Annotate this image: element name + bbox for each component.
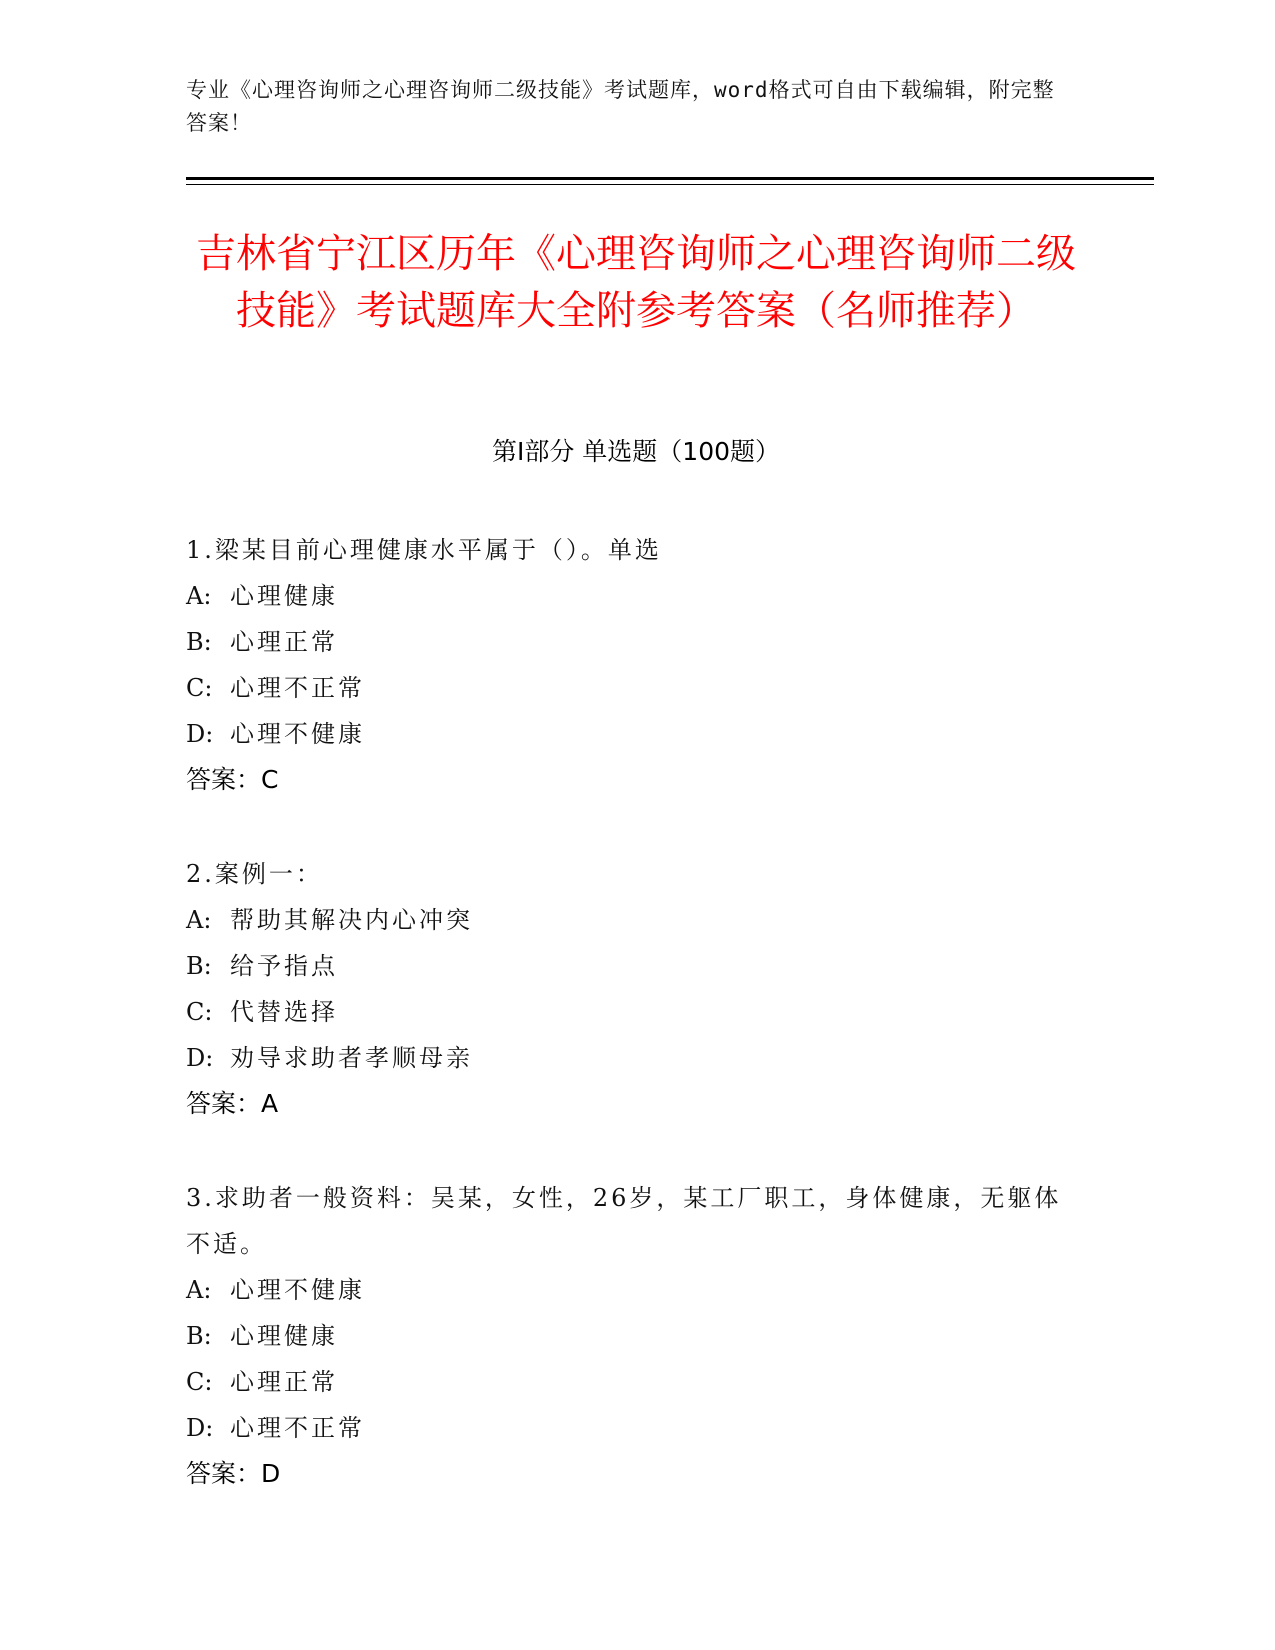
section-title: 第Ⅰ部分 单选题（100题） [491, 437, 781, 466]
question-stem: 1.梁某目前心理健康水平属于（）。单选 [186, 536, 662, 564]
option-key: A: [186, 1276, 212, 1304]
option-a [186, 897, 1066, 943]
option-text: 给予指点 [230, 952, 338, 980]
question-1 [186, 527, 1066, 803]
option-key: C: [186, 674, 213, 702]
question-list [186, 527, 1066, 1545]
option-c [186, 989, 1066, 1035]
option-b [186, 943, 1066, 989]
option-b [186, 1313, 1066, 1359]
option-text: 代替选择 [230, 998, 338, 1026]
answer-line: 答案：C [186, 765, 279, 794]
option-key: B: [186, 1322, 212, 1350]
option-text: 劝导求助者孝顺母亲 [230, 1044, 473, 1072]
option-key: B: [186, 952, 212, 980]
option-d [186, 1035, 1066, 1081]
option-b [186, 619, 1066, 665]
option-key: B: [186, 628, 212, 656]
option-key: D: [186, 1414, 214, 1442]
option-text: 心理不健康 [230, 1276, 365, 1304]
option-text: 心理正常 [230, 1368, 338, 1396]
option-text: 心理正常 [230, 628, 338, 656]
option-a [186, 1267, 1066, 1313]
option-text: 心理健康 [230, 1322, 338, 1350]
option-key: A: [186, 582, 212, 610]
question-stem: 2.案例一： [186, 860, 323, 888]
option-c [186, 1359, 1066, 1405]
option-key: C: [186, 1368, 213, 1396]
option-text: 帮助其解决内心冲突 [230, 906, 473, 934]
option-key: C: [186, 998, 213, 1026]
option-c [186, 665, 1066, 711]
header-rule-thin [186, 184, 1154, 185]
question-3 [186, 1175, 1066, 1497]
question-stem: 3.求助者一般资料：吴某，女性，26岁，某工厂职工，身体健康，无躯体不适。 [186, 1184, 1062, 1258]
header-note: 专业《心理咨询师之心理咨询师二级技能》考试题库，word格式可自由下载编辑，附完整答案！ [186, 78, 1055, 135]
option-key: A: [186, 906, 212, 934]
option-text: 心理不健康 [230, 720, 365, 748]
option-a [186, 573, 1066, 619]
option-key: D: [186, 720, 214, 748]
question-2 [186, 851, 1066, 1127]
answer-line: 答案：D [186, 1459, 281, 1488]
document-title: 吉林省宁江区历年《心理咨询师之心理咨询师二级技能》考试题库大全附参考答案（名师推荐） [196, 231, 1076, 334]
option-text: 心理健康 [230, 582, 338, 610]
option-d [186, 1405, 1066, 1451]
option-d [186, 711, 1066, 757]
option-text: 心理不正常 [230, 674, 365, 702]
header-rule-thick [186, 177, 1154, 180]
option-text: 心理不正常 [230, 1414, 365, 1442]
option-key: D: [186, 1044, 214, 1072]
answer-line: 答案：A [186, 1089, 279, 1118]
